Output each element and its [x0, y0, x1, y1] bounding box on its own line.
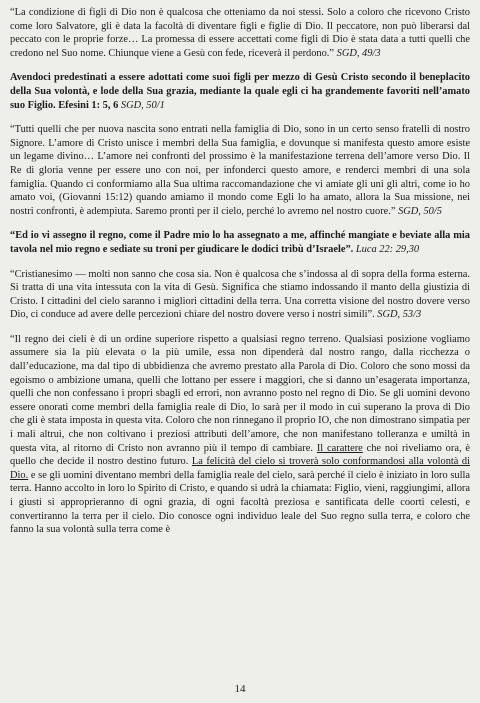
quote-text-part-3: e se gli uomini diventano membri della famiglia reale del cielo, sarà perché il cielo è iniziato in loro sulla terra. Hanno accolto in loro lo Spirito di Cristo, e quando si udrà la chiamata: Figlio, vieni, raggiungimi, allora i giusti si approprieranno di ogni grazia, di ogni facoltà preziosa e santificata delle coorti celesti, e convertiranno la terra per il cielo. Dio conosce ogni individuo leale del Suo regno sulla terra, e coloro che fanno la sua volontà sulla terra come è	[10, 469, 470, 536]
quote-paragraph-4	[10, 333, 470, 537]
page-number: 14	[234, 683, 246, 695]
quote-paragraph-2	[10, 123, 470, 218]
bible-verse-2	[10, 229, 470, 256]
quote-text-part-2: che noi riveliamo ora, è quello che decide il nostro destino futuro.	[10, 442, 470, 468]
verse-text: Avendoci predestinati a essere adottati come suoi figli per mezzo di Gesù Cristo secondo il beneplacito della Sua volontà, e lode della Sua grazia, mediante la quale egli ci ha grandemente favoriti nell’amato suo Figlio.	[10, 72, 470, 111]
quote-text: “Cristianesimo — molti non sanno che cosa sia. Non è qualcosa che s’indossa al di sopra della forma esterna. Si tratta di una vita intessuta con la vita di Gesù. Significa che stiamo indossando il manto della giustizia di Cristo. I cittadini del cielo saranno i migliori cittadini della terra. Una corretta visione del nostro dovere verso Dio, ci conduce ad avere delle percezioni chiare del nostro dovere verso i nostri simili”.	[10, 268, 470, 321]
quote-paragraph-3	[10, 268, 470, 322]
verse-reference: SGD, 50/1	[120, 99, 165, 111]
quote-text: “Tutti quelli che per nuova nascita sono entrati nella famiglia di Dio, sono in un certo senso fratelli di nostro Signore. L’amore di Cristo unisce i membri della Sua famiglia, e dovunque si manifesta questo amore esiste un legame divino… L’amore nei confronti del prossimo è la manifestazione terrena dell’amore verso Dio. Il Re di gloria venne per essere uno con noi, per infonderci questo amore, e renderci membri di una sola famiglia. Quando ci conformiamo alla Sua ultima raccomandazione che vi amiate gli uni gli altri, come io ho amato voi, (Giovanni 15:12) quando amiamo il mondo come Egli lo ha amato, allora la Sua missione, nei nostri confronti, è adempiuta. Saremo pronti per il cielo, perché lo avremo nel nostro cuore.”	[10, 124, 470, 217]
quote-reference: SGD, 53/3	[377, 309, 422, 321]
quote-reference: SGD, 49/3	[336, 47, 381, 59]
underlined-phrase-happiness: La felicità del cielo si troverà solo conformandosi alla volontà di Dio.	[10, 456, 470, 481]
verse-reference: Luca 22: 29,30	[355, 243, 420, 255]
quote-reference: SGD, 50/5	[398, 205, 442, 217]
quote-text-part-1: “Il regno dei cieli è di un ordine superiore rispetto a qualsiasi regno terreno. Qualsiasi posizione vogliamo assumere sia la più elevata o la più umile, essa non dipenderà dal nostro rango, dalla ricchezza o dall’educazione, ma dal tipo di ubbidienza che avremo prestato alla Parola di Dio. Coloro che sono mossi da egoismo o ambizione umana, quelli che lottano per essere i maggiori, che si danno un’esagerata importanza, quelli che non confessano i propri sbagli ed errori, non avranno posto nel regno di Dio. Se gli uomini devono essere onorati come membri della famiglia reale di Dio, lo sarà per il modo in cui superano la prova di Dio che gli è stata imposta in questa vita. Coloro che non rinnegano il proprio IO, che non dimostrano simpatia per i mali altrui, che non coltivano i preziosi attributi dell’amore, che non manifestano tolleranza e umiltà in questa vita, al ritorno di Cristo non avranno più il tempo di cambiare.	[10, 333, 470, 454]
verse-text: “Ed io vi assegno il regno, come il Padre mio lo ha assegnato a me, affinché mangiate e beviate alla mia tavola nel mio regno e sediate su troni per giudicare le dodici tribù d’Israele”.	[10, 230, 470, 255]
underlined-phrase-character: Il carattere	[316, 442, 363, 454]
bible-verse-1	[10, 71, 470, 112]
verse-citation: Efesini 1: 5, 6	[58, 99, 119, 111]
quote-text: “La condizione di figli di Dio non è qualcosa che otteniamo da noi stessi. Solo a coloro che ricevono Cristo come loro Salvatore, gli è data la facoltà di diventare figli e figlie di Dio. Il peccatore, non può liberarsi dal peccato con le proprie forze… La promessa di essere accettati come figli di Dio è stata data a tutti quelli che credono nel Suo nome. Chiunque viene a Gesù con fede, riceverà il perdono.”	[10, 7, 470, 59]
quote-paragraph-1	[10, 6, 470, 60]
